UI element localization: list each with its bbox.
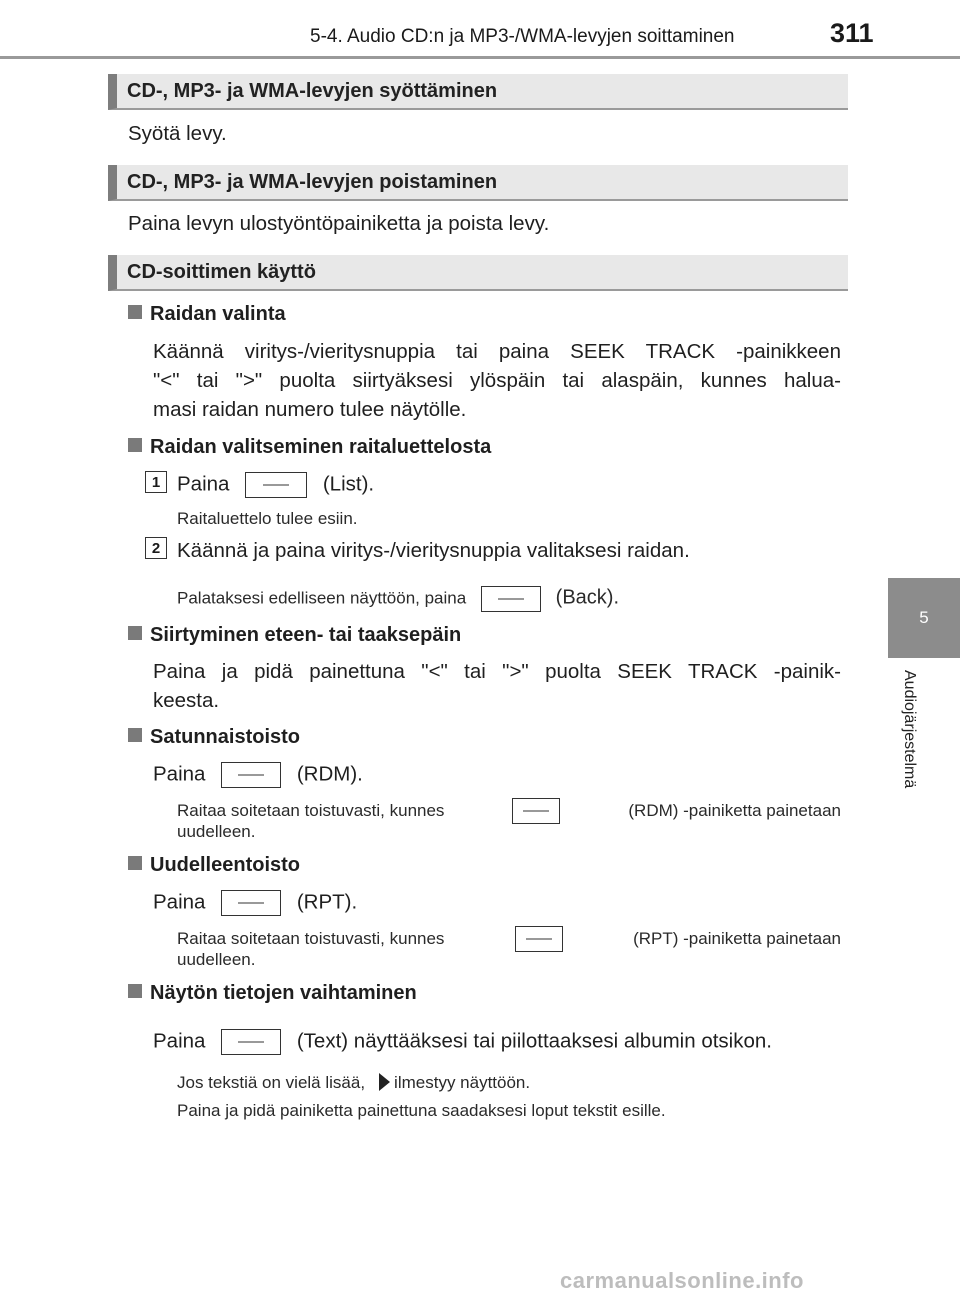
rpt-button-icon	[221, 890, 281, 916]
track-select-line1: Käännä viritys-/vieritysnuppia tai paina SEEK TRACK -painikkeen	[153, 340, 841, 363]
insert-text: Syötä levy.	[128, 122, 227, 145]
bullet-square-icon	[128, 984, 142, 998]
chapter-tab[interactable]: 5	[888, 578, 960, 658]
seek-line2: keesta.	[153, 689, 220, 712]
subheading-track-select: Raidan valinta	[128, 303, 286, 326]
step1-text: Paina (List).	[177, 472, 374, 498]
step-number-1: 1	[145, 471, 167, 493]
random-note-cont: uudelleen.	[177, 822, 256, 841]
random-text: Paina (RDM).	[153, 762, 363, 788]
back-button-icon	[481, 586, 541, 612]
repeat-note: Raitaa soitetaan toistuvasti, kunnes (RPT) -painiketta painetaan	[177, 926, 841, 952]
subheading-display: Näytön tietojen vaihtaminen	[128, 982, 417, 1005]
running-header: 5-4. Audio CD:n ja MP3-/WMA-levyjen soittaminen	[310, 26, 735, 47]
step1-note: Raitaluettelo tulee esiin.	[177, 509, 358, 528]
text-button-icon	[221, 1029, 281, 1055]
chapter-label: Audiojärjestelmä	[901, 670, 918, 789]
subheading-list-select: Raidan valitseminen raitaluettelosta	[128, 436, 491, 459]
more-text-arrow-icon	[379, 1073, 390, 1091]
display-text: Paina (Text) näyttääksesi tai piilottaaksesi albumin otsikon.	[153, 1029, 772, 1055]
back-note: Palataksesi edelliseen näyttöön, paina (Back).	[177, 586, 619, 612]
eject-text: Paina levyn ulostyöntöpainiketta ja poista levy.	[128, 212, 550, 235]
rdm-button-icon	[221, 762, 281, 788]
random-note: Raitaa soitetaan toistuvasti, kunnes (RDM) -painiketta painetaan	[177, 798, 841, 824]
bullet-square-icon	[128, 305, 142, 319]
bullet-square-icon	[128, 626, 142, 640]
section-heading-insert: CD-, MP3- ja WMA-levyjen syöttäminen	[108, 74, 848, 110]
seek-line1: Paina ja pidä painettuna "<" tai ">" puolta SEEK TRACK -painik-	[153, 660, 841, 683]
subheading-repeat: Uudelleentoisto	[128, 854, 300, 877]
track-select-line2: "<" tai ">" puolta siirtyäksesi ylöspäin tai alaspäin, kunnes halua-	[153, 369, 841, 392]
subheading-seek: Siirtyminen eteen- tai taaksepäin	[128, 624, 461, 647]
list-button-icon	[245, 472, 307, 498]
header-rule	[0, 56, 960, 59]
rdm-button-icon	[512, 798, 560, 824]
display-note2: Paina ja pidä painiketta painettuna saadaksesi loput tekstit esille.	[177, 1101, 666, 1120]
bullet-square-icon	[128, 438, 142, 452]
repeat-text: Paina (RPT).	[153, 890, 357, 916]
step2-text: Käännä ja paina viritys-/vieritysnuppia valitaksesi raidan.	[177, 539, 690, 562]
bullet-square-icon	[128, 728, 142, 742]
track-select-line3: masi raidan numero tulee näytölle.	[153, 398, 467, 421]
subheading-random: Satunnaistoisto	[128, 726, 300, 749]
step-number-2: 2	[145, 537, 167, 559]
page-number: 311	[830, 18, 874, 48]
bullet-square-icon	[128, 856, 142, 870]
repeat-note-cont: uudelleen.	[177, 950, 256, 969]
rpt-button-icon	[515, 926, 563, 952]
section-heading-cd-player: CD-soittimen käyttö	[108, 255, 848, 291]
watermark: carmanualsonline.info	[560, 1268, 804, 1293]
section-heading-eject: CD-, MP3- ja WMA-levyjen poistaminen	[108, 165, 848, 201]
display-note1: Jos tekstiä on vielä lisää, ilmestyy näyttöön.	[177, 1073, 531, 1092]
